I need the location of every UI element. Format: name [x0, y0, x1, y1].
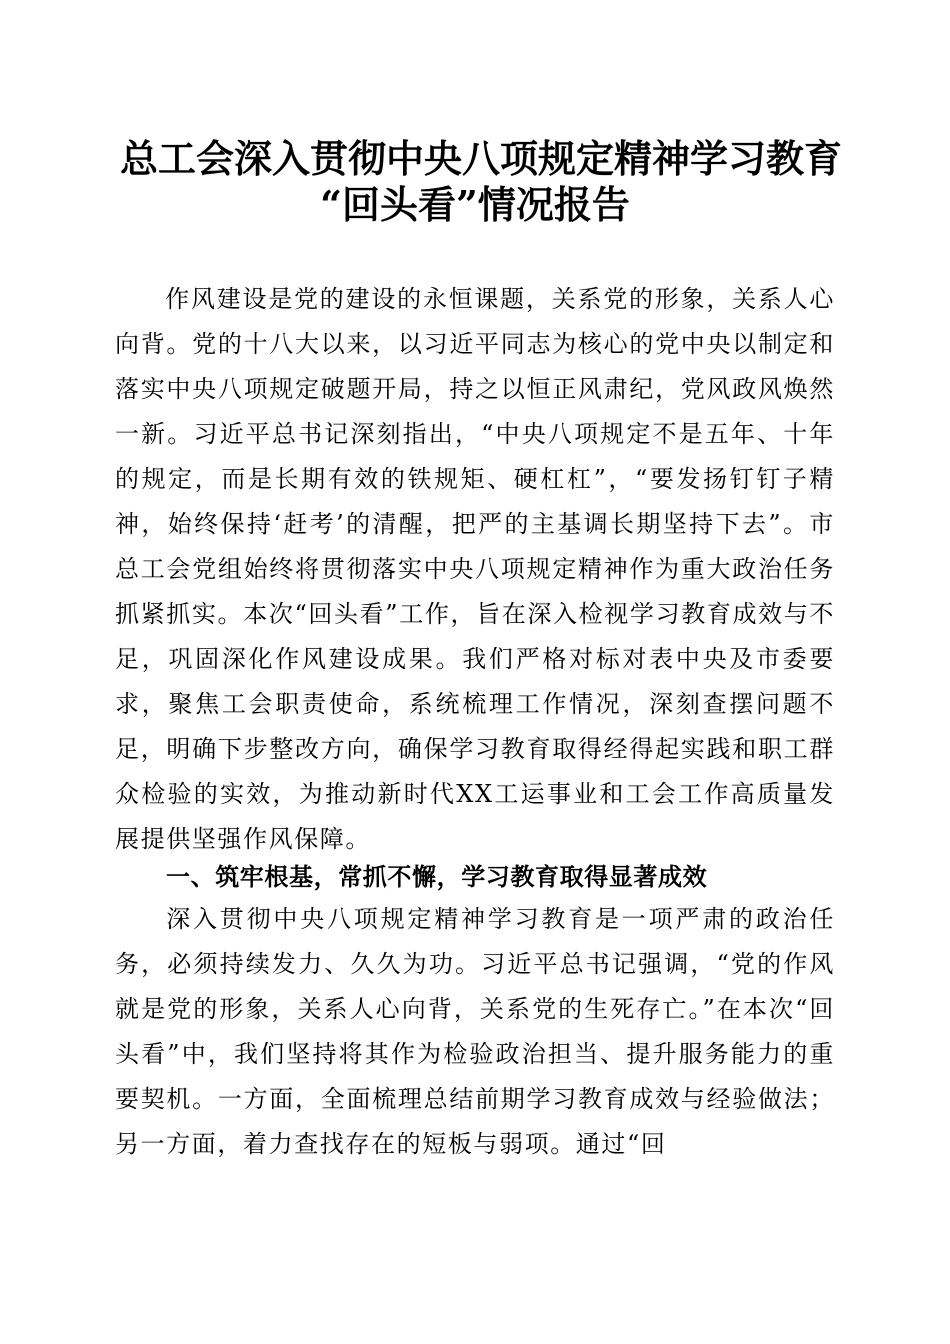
section-1-heading: 一、筑牢根基，常抓不懈，学习教育取得显著成效	[166, 863, 708, 891]
section-1-paragraph-text: 深入贯彻中央八项规定精神学习教育是一项严肃的政治任务，必须持续发力、久久为功。习近平总书记强调，“党的作风就是党的形象，关系人心向背，关系党的生死存亡。”在本次“回头看”中，我们坚持将其作为检验政治担当、提升服务能力的重要契机。一方面，全面梳理总结前期学习教育成效与经验做法；另一方面，着力查找存在的短板与弱项。通过“回	[115, 905, 835, 1158]
document-title-line-2: “回头看”情况报告	[320, 182, 630, 227]
intro-paragraph-text: 作风建设是党的建设的永恒课题，关系党的形象，关系人心向背。党的十八大以来，以习近平同志为核心的党中央以制定和落实中央八项规定破题开局，持之以恒正风肃纪，党风政风焕然一新。习近平总书记深刻指出，“中央八项规定不是五年、十年的规定，而是长期有效的铁规矩、硬杠杠”，“要发扬钉钉子精神，始终保持‘赶考’的清醒，把严的主基调长期坚持下去”。市总工会党组始终将贯彻落实中央八项规定精神作为重大政治任务抓紧抓实。本次“回头看”工作，旨在深入检视学习教育成效与不足，巩固深化作风建设成果。我们严格对标对表中央及市委要求，聚焦工会职责使命，系统梳理工作情况，深刻查摆问题不足，明确下步整改方向，确保学习教育取得经得起实践和职工群众检验的实效，为推动新时代XX工运事业和工会工作高质量发展提供坚强作风保障。	[115, 285, 835, 853]
intro-paragraph	[115, 277, 835, 862]
document-title-line-1: 总工会深入贯彻中央八项规定精神学习教育	[120, 136, 843, 181]
section-1-paragraph	[115, 897, 835, 1167]
